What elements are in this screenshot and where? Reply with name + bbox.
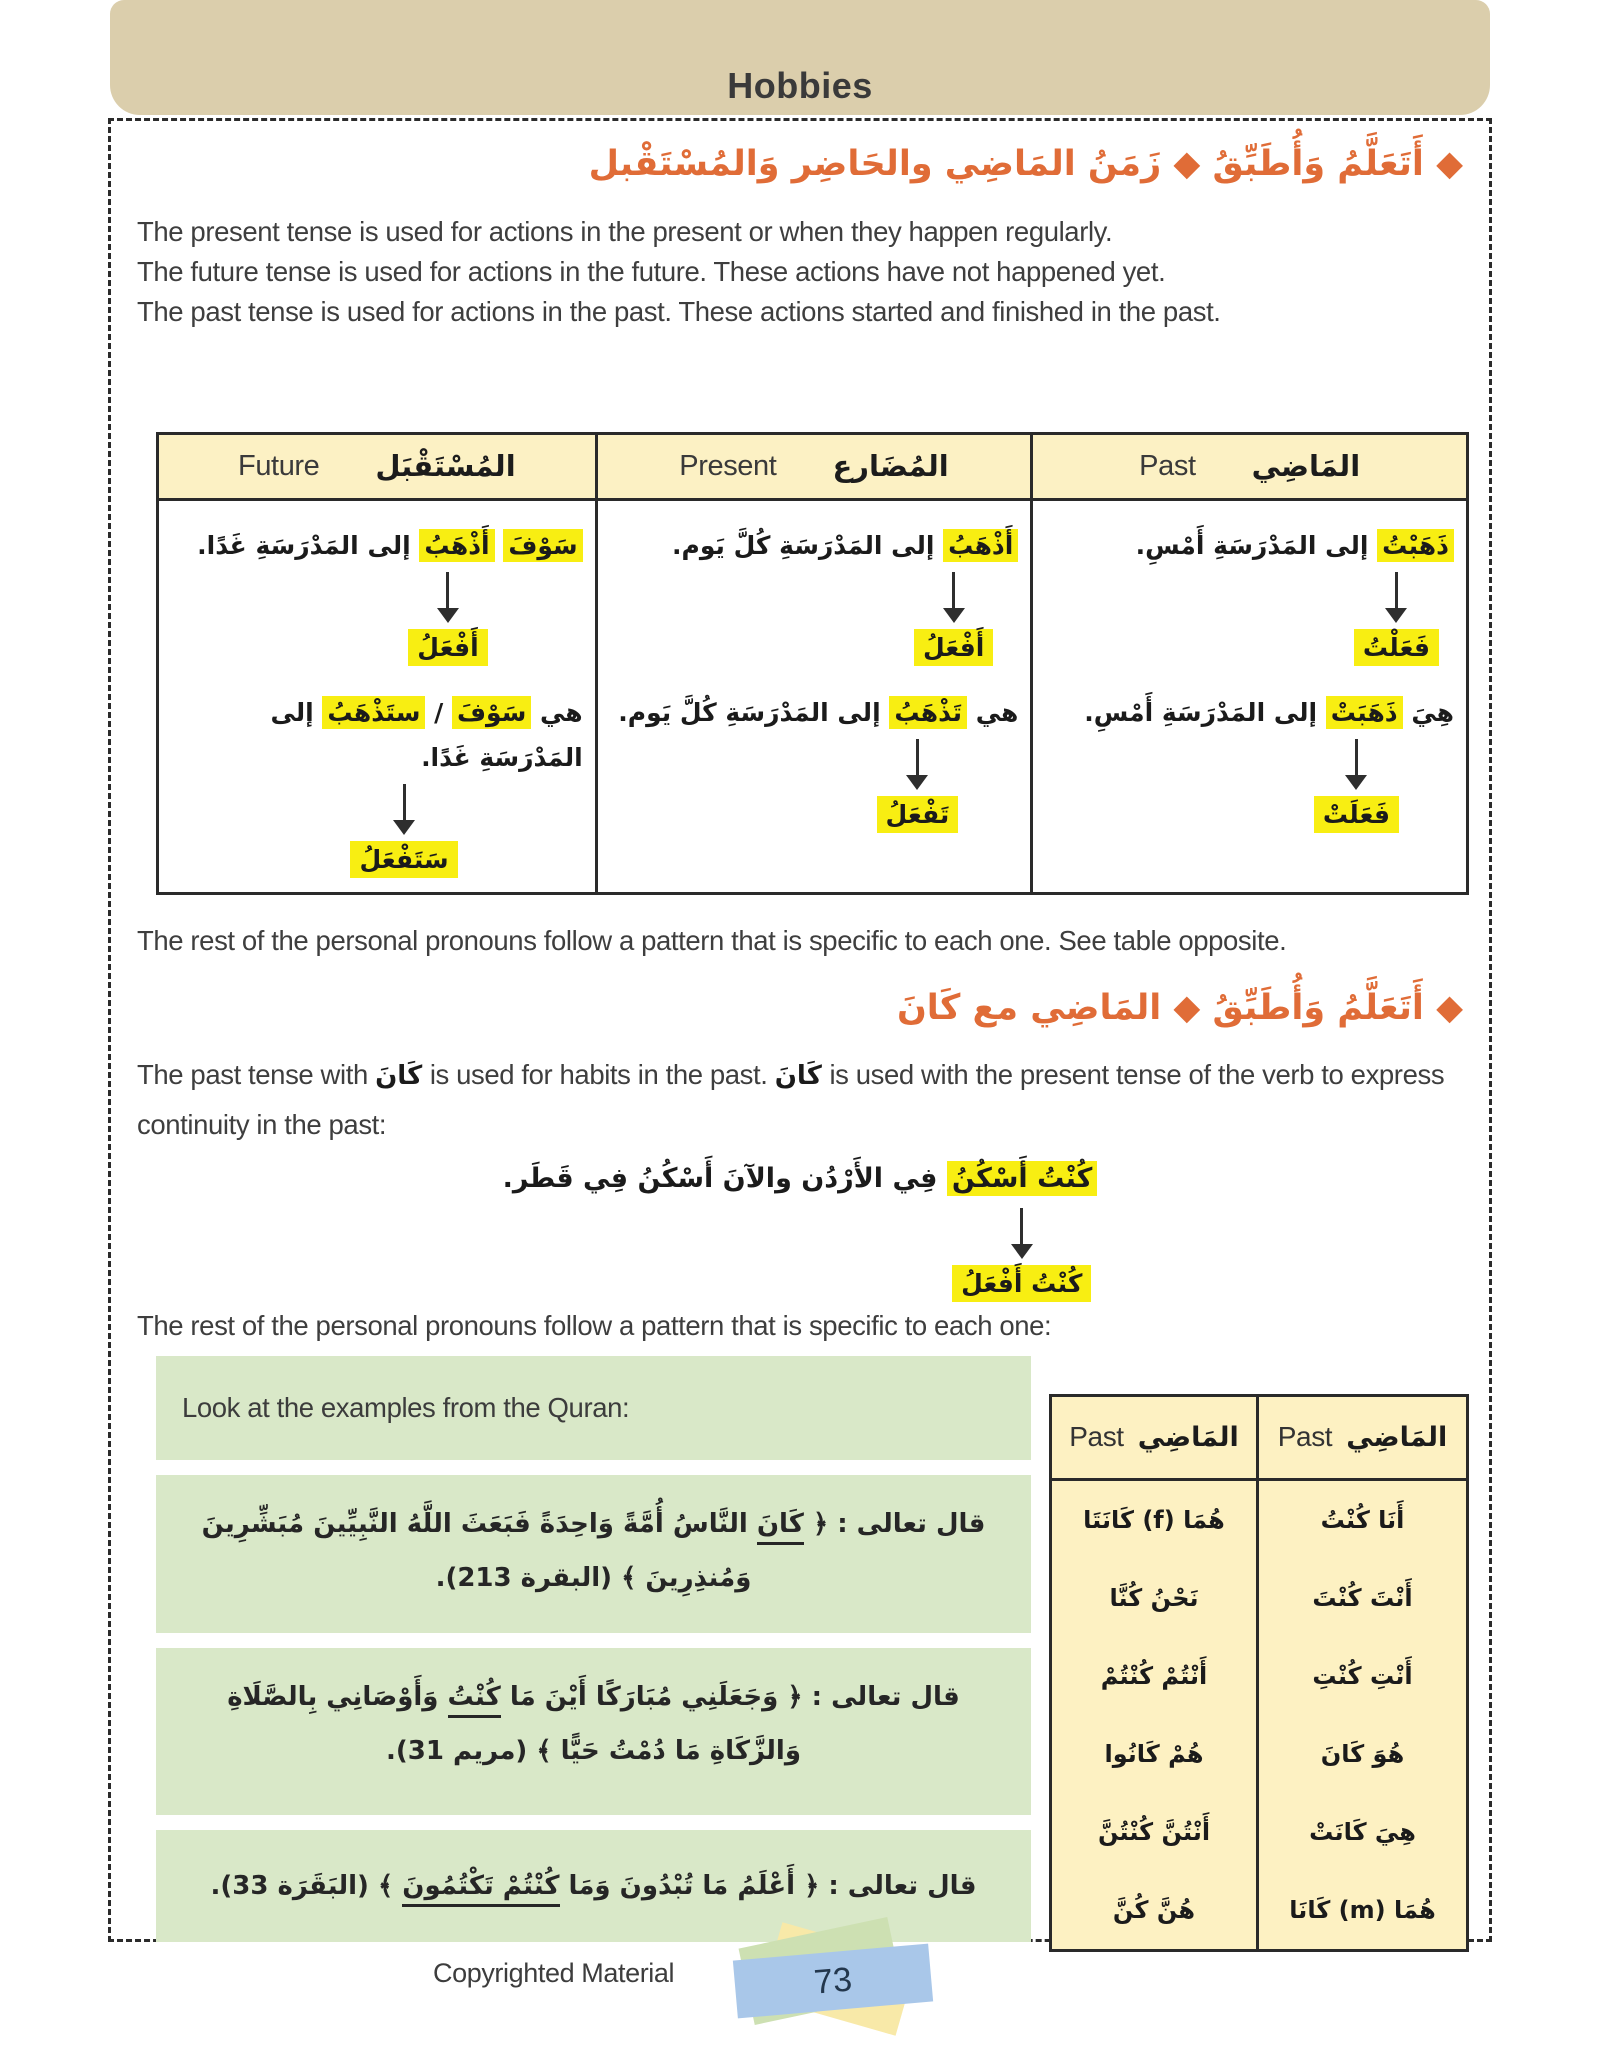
sentence-text: إلى المَدْرَسَةِ أَمْسِ. [1135, 530, 1378, 560]
highlighted-word: تَذْهَبُ [889, 696, 967, 729]
quran-quote-box [156, 1830, 1031, 1942]
kana-table-cell: هُمْ كَانُوا [1052, 1715, 1259, 1793]
tense-table-header-future [159, 435, 595, 501]
down-arrow-head-icon [906, 775, 928, 790]
kana-conjugation-table [1049, 1394, 1469, 1952]
down-arrow-head-icon [393, 820, 415, 835]
sentence-text: إلى المَدْرَسَةِ أَمْسِ. [1084, 697, 1326, 727]
example-block [169, 523, 583, 666]
arrow-pattern [877, 739, 959, 833]
example-block [608, 690, 1019, 833]
tense-table-header-present [595, 435, 1031, 501]
highlighted-word: أَذْهَبُ [943, 529, 1018, 562]
quote-text: قال تعالى : ﴿ أَعْلَمُ مَا تُبْدُونَ وَمَا [559, 1870, 977, 1901]
kana-example-sentence [503, 1155, 1098, 1204]
down-arrow-icon [1355, 739, 1358, 775]
arrow-pattern [1314, 739, 1399, 833]
header-label-en: Present [679, 449, 777, 482]
tense-table-cell-present [595, 501, 1031, 892]
header-label-en: Past [1069, 1421, 1124, 1453]
arrow-pattern [952, 1208, 1091, 1302]
down-arrow-head-icon [437, 608, 459, 623]
sentence-text: إلى المَدْرَسَةِ غَدًا. [270, 697, 583, 772]
sentence-text: إلى المَدْرَسَةِ غَدًا. [197, 530, 420, 560]
quote-text: قال تعالى : ﴿ [803, 1508, 986, 1539]
paragraph-past: The past tense is used for actions in the past. These actions started and finished in the past. [137, 295, 1221, 327]
header-label-en: Future [238, 449, 320, 482]
pattern-chip: سَتَفْعَلُ [350, 841, 457, 878]
down-arrow-head-icon [1385, 608, 1407, 623]
kana-table-cell: هُمَا (f) كَانَتَا [1052, 1481, 1259, 1559]
down-arrow-head-icon [943, 608, 965, 623]
arrow-pattern [408, 572, 487, 666]
tense-table [156, 432, 1469, 895]
example-sentence [608, 523, 1019, 568]
example-sentence [169, 690, 583, 780]
quote-text: قال تعالى : ﴿ وَجَعَلَنِي مُبَارَكًا أَيْنَ مَا [500, 1681, 960, 1712]
down-arrow-icon [952, 572, 955, 608]
arrow-pattern [914, 572, 993, 666]
page-number-stickies [735, 1930, 935, 2045]
kana-table-header [1259, 1397, 1466, 1481]
note-pattern: The rest of the personal pronouns follow a pattern that is specific to each one: [137, 1309, 1052, 1341]
kana-table-cell: نَحْنُ كُنَّا [1052, 1559, 1259, 1637]
kana-table-cell: أَنَا كُنْتُ [1320, 1505, 1405, 1534]
kana-table-cell: أَنْتُمْ كُنْتُمْ [1052, 1637, 1259, 1715]
underlined-verb: كُنْتُمْ تَكْتُمُونَ [402, 1871, 559, 1907]
pattern-chip: أَفْعَلُ [408, 629, 487, 666]
paragraph-future: The future tense is used for actions in the future. These actions have not happened yet. [137, 255, 1166, 287]
arrow-pattern [1354, 572, 1439, 666]
kana-inline-arabic: كَانَ [774, 1060, 822, 1091]
example-sentence [1043, 690, 1454, 735]
sentence-text: إلى المَدْرَسَةِ كُلَّ يَوم. [618, 697, 890, 727]
down-arrow-icon [403, 784, 406, 820]
header-label-ar: المَاضِي [1137, 1421, 1239, 1453]
content-box [108, 118, 1492, 1942]
page-title: Hobbies [727, 65, 873, 106]
example-sentence [608, 690, 1019, 735]
tense-table-cell-past [1030, 501, 1466, 892]
kana-table-cell: أَنْتِ كُنْتِ [1312, 1661, 1413, 1690]
example-block [1043, 523, 1454, 666]
heading-tenses: ◆ أَتَعَلَّمُ وَأُطَبِّقُ ◆ زَمَنُ المَاضِي والحَاضِر وَالمُسْتَقْبل [588, 144, 1463, 184]
header-label-ar: المَاضِي [1251, 449, 1361, 484]
footer-copyright: Copyrighted Material [433, 1958, 675, 1988]
example-sentence [1043, 523, 1454, 568]
sentence-text: / [425, 697, 452, 727]
chapter-banner [110, 0, 1490, 115]
kana-table-cell: هِيَ كَانَتْ [1309, 1817, 1416, 1846]
example-sentence [169, 523, 583, 568]
paragraph-present: The present tense is used for actions in the present or when they happen regularly. [137, 215, 1113, 247]
highlighted-word: سَوْفَ [452, 696, 531, 729]
highlighted-word: أَذْهَبُ [419, 529, 494, 562]
example-block [1043, 690, 1454, 833]
header-label-ar: المُسْتَقْبَل [375, 449, 516, 484]
kana-paragraph-text: is used for habits in the past. [422, 1058, 775, 1090]
kana-table-cell: هُوَ كَانَ [1320, 1739, 1405, 1768]
quran-intro-box: Look at the examples from the Quran: [156, 1356, 1031, 1460]
down-arrow-icon [1020, 1208, 1023, 1244]
highlighted-word: ذَهَبَتْ [1326, 696, 1403, 729]
tense-table-cell-future [159, 501, 595, 892]
kana-table-cell: هُنَّ كُنَّ [1052, 1871, 1259, 1949]
pattern-chip: أَفْعَلُ [914, 629, 993, 666]
quote-text: النَّاسُ أُمَّةً وَاحِدَةً فَبَعَثَ اللَّهُ النَّبِيِّينَ مُبَشِّرِينَ وَمُنذِرِينَ ﴾ (البقرة 213). [201, 1508, 757, 1594]
underlined-verb: كَانَ [757, 1509, 804, 1545]
quran-quote-box [156, 1475, 1031, 1633]
pattern-chip: تَفْعَلُ [877, 796, 959, 833]
down-arrow-head-icon [1011, 1244, 1033, 1259]
down-arrow-icon [1395, 572, 1398, 608]
sentence-text: هي [531, 697, 583, 727]
highlighted-word: سَوْفَ [503, 529, 582, 562]
down-arrow-icon [446, 572, 449, 608]
kana-paragraph-text: The past tense with [137, 1058, 376, 1090]
sentence-text: إلى المَدْرَسَةِ كُلَّ يَوم. [672, 530, 944, 560]
page-number: 73 [812, 1959, 854, 2002]
sentence-text: هِيَ [1402, 697, 1454, 727]
kana-table-header [1052, 1397, 1259, 1481]
example-block [169, 690, 583, 878]
sentence-text: فِي الأَرْدُن والآنَ أَسْكُنُ فِي قَطَر. [502, 1163, 947, 1195]
kana-inline-arabic: كَانَ [375, 1060, 423, 1091]
pattern-chip: فَعَلْتُ [1354, 629, 1439, 666]
quote-text: وَأَوْصَانِي بِالصَّلَاةِ وَالزَّكَاةِ مَا دُمْتُ حَيًّا ﴾ (مريم 31). [227, 1681, 801, 1767]
kana-paragraph [131, 1050, 1469, 1152]
header-label-en: Past [1139, 449, 1196, 482]
kana-table-cell: هُمَا (m) كَانَا [1289, 1895, 1436, 1924]
kana-paragraph-text: is used with the present tense of the verb to express continuity in the past: [137, 1058, 1445, 1141]
bottom-section [156, 1356, 1469, 1952]
down-arrow-icon [916, 739, 919, 775]
header-label-ar: المَاضِي [1346, 1421, 1448, 1453]
tense-table-header-past [1030, 435, 1466, 501]
kana-table-cell: أَنْتَ كُنْتَ [1312, 1583, 1413, 1612]
quran-examples-column [156, 1356, 1031, 1952]
pattern-chip: فَعَلَتْ [1314, 796, 1399, 833]
highlighted-word: كُنْتُ أَسْكُنُ [947, 1161, 1098, 1196]
down-arrow-head-icon [1345, 775, 1367, 790]
sentence-text: هي [966, 697, 1019, 727]
note-see-table: The rest of the personal pronouns follow a pattern that is specific to each one. See table opposite. [137, 924, 1287, 956]
highlighted-word: ستَذْهَبُ [322, 696, 425, 729]
header-label-ar: المُضَارع [832, 449, 949, 484]
heading-kana: ◆ أَتَعَلَّمُ وَأُطَبِّقُ ◆ المَاضِي مع كَانَ [896, 987, 1463, 1028]
quote-text: ﴾ (البَقَرَة 33). [210, 1870, 403, 1901]
header-label-en: Past [1277, 1421, 1333, 1453]
arrow-pattern [350, 784, 457, 878]
kana-table-cell: أَنْتُنَّ كُنْتُنَّ [1052, 1793, 1259, 1871]
pattern-chip: كُنْتُ أَفْعَلُ [952, 1265, 1091, 1302]
underlined-verb: كُنْتُ [448, 1682, 501, 1718]
example-block [608, 523, 1019, 666]
kana-example [503, 1155, 1098, 1302]
highlighted-word: ذَهَبْتُ [1377, 529, 1454, 562]
quran-quote-box [156, 1648, 1031, 1815]
